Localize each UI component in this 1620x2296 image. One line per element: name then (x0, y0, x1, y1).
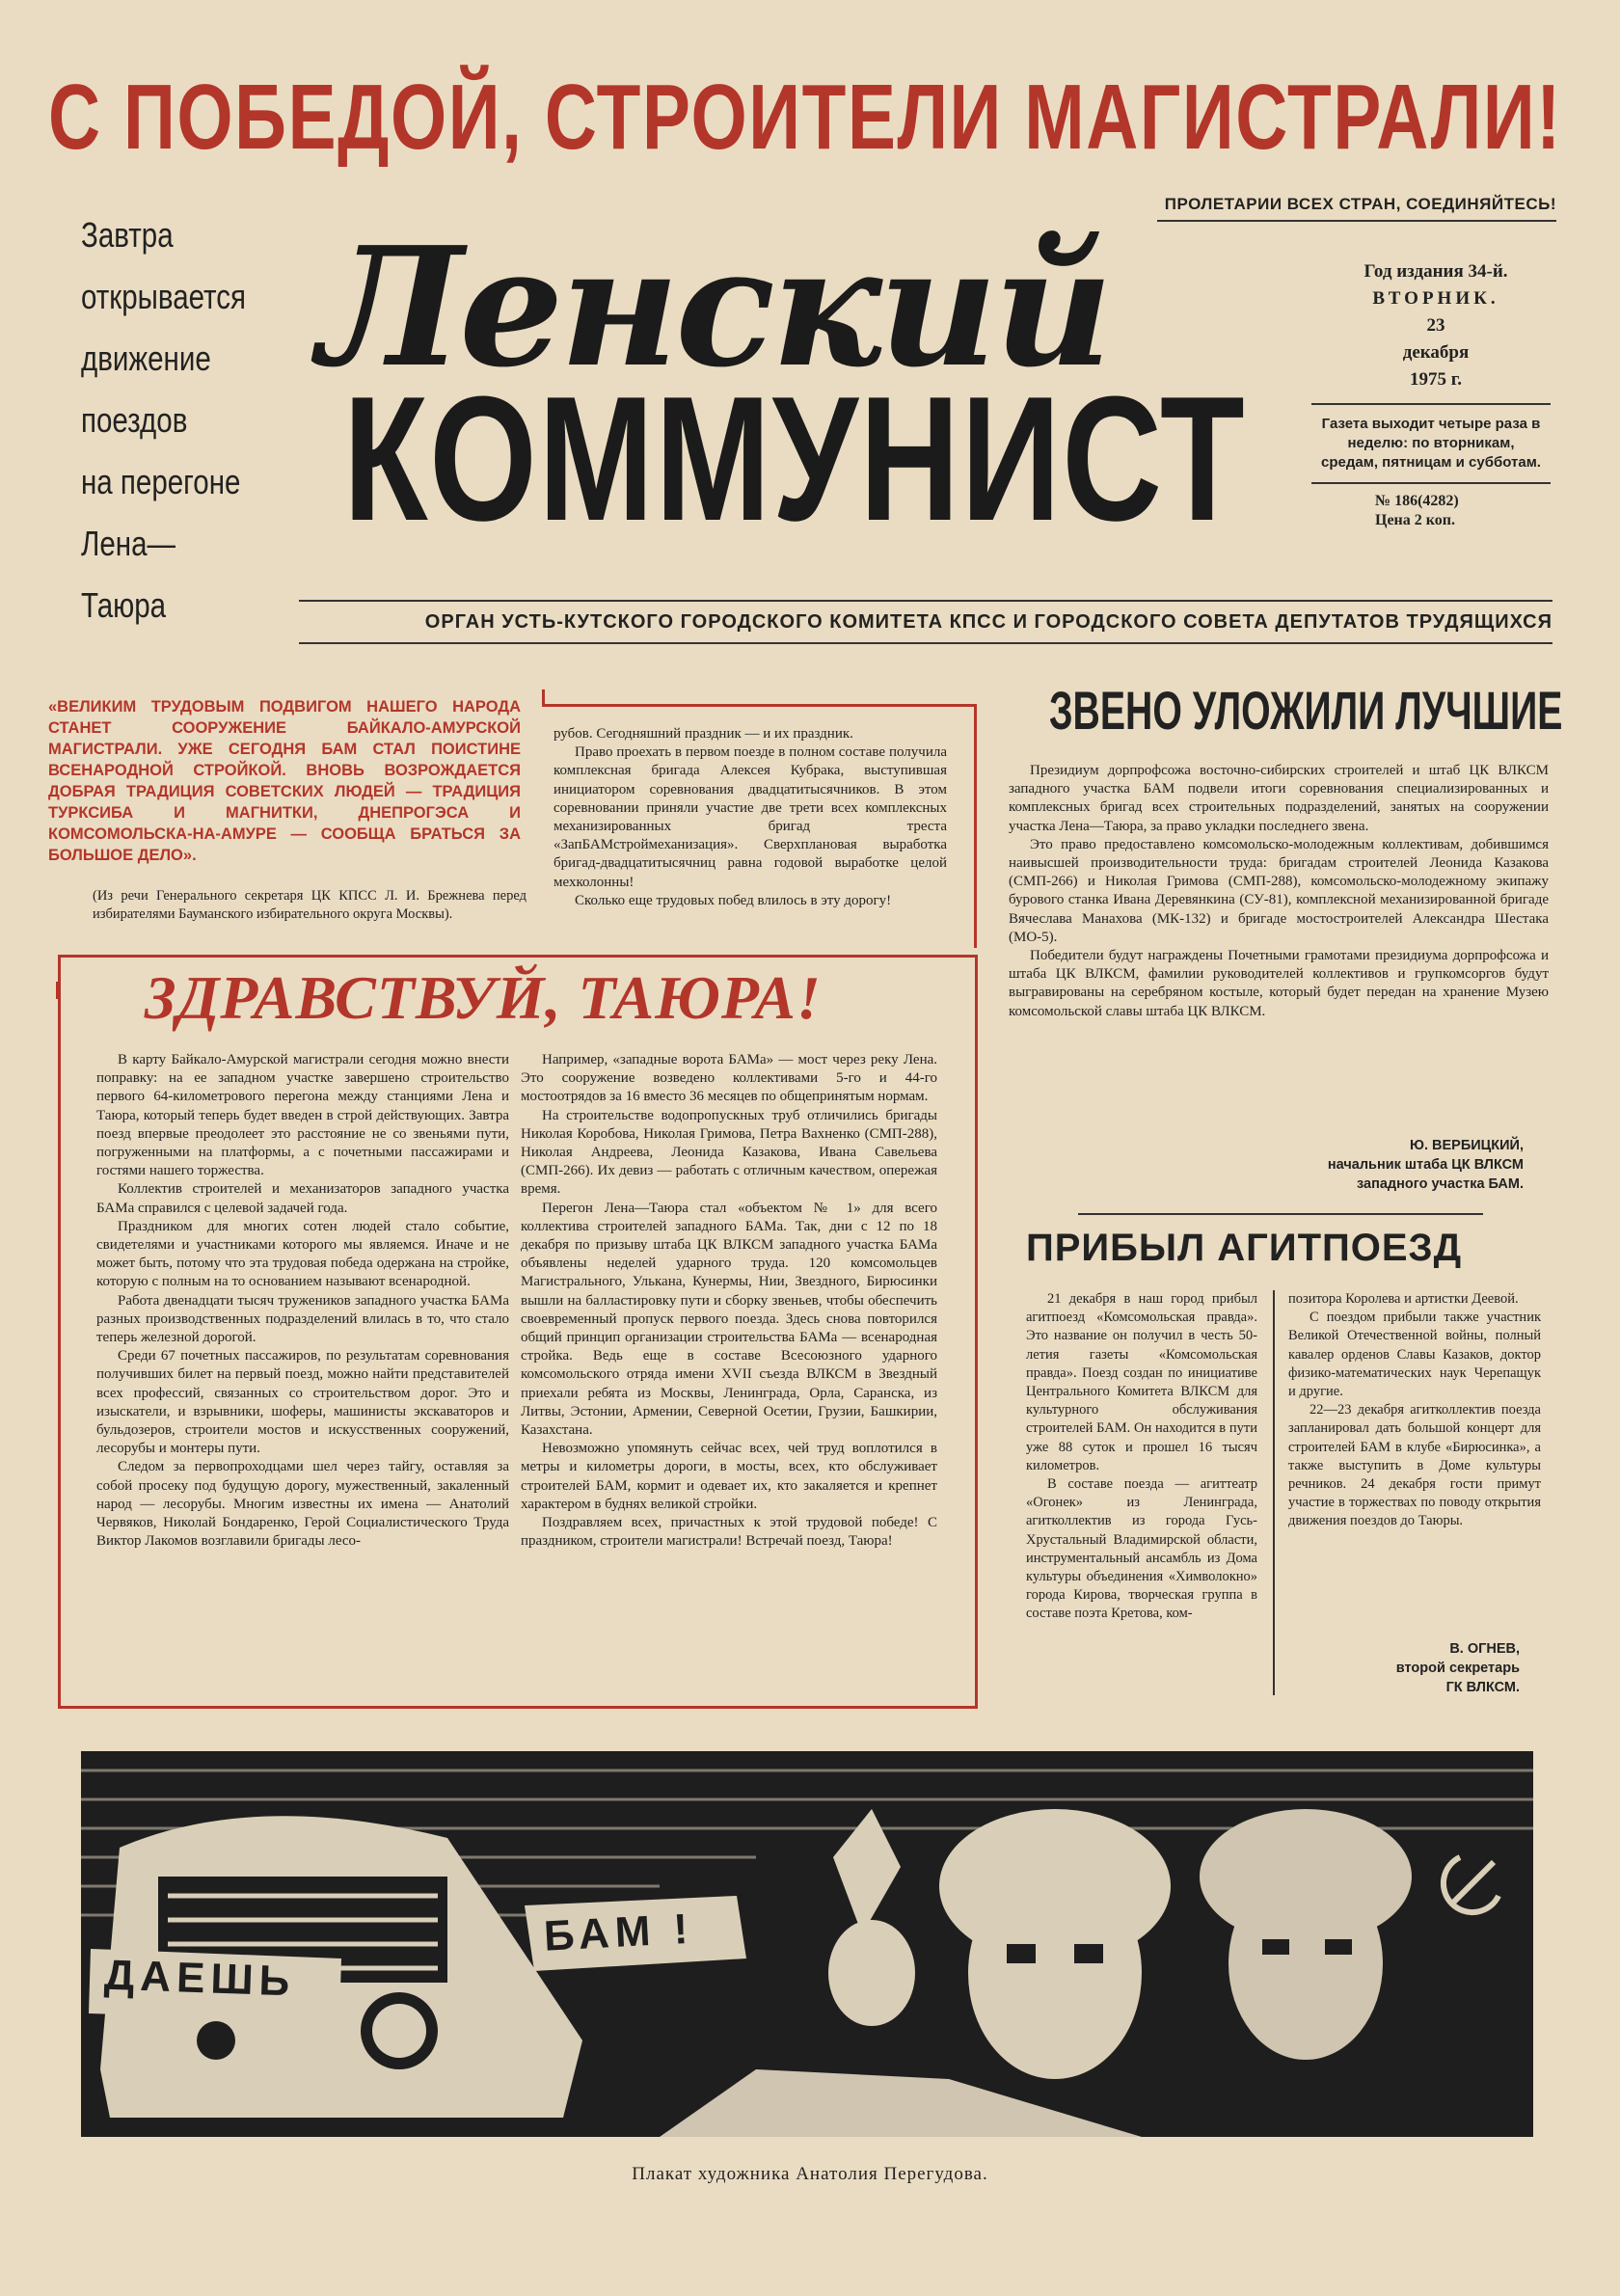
agitpoezd-column-2 (1288, 1290, 1541, 1531)
slogan: ПРОЛЕТАРИИ ВСЕХ СТРАН, СОЕДИНЯЙТЕСЬ! (1164, 195, 1556, 213)
red-frame-pin (56, 982, 59, 999)
paragraph: Например, «западные ворота БАМа» — мост через реку Лена. Это сооружение возведено коллективами 5-го и 44-го мостоотрядов за 16 вместо 36 месяцев по общепринятым нормам. (521, 1052, 937, 1105)
main-column-2 (521, 1051, 937, 1551)
signature-title: ГК ВЛКСМ. (1445, 1680, 1520, 1695)
paragraph: Коллектив строителей и механизаторов западного участка БАМа справился с целевой задачей года. (96, 1181, 509, 1216)
signature-title: западного участка БАМ. (1357, 1176, 1524, 1192)
publication-year: Год издания 34-й. (1364, 261, 1508, 282)
paragraph: Праздником для многих сотен людей стало событие, свидетелями и участниками которого мы являемся. Иначе и не может быть, потому что эта трудовая победа одержана на стройке, которую с полным на то основанием называют всенародной. (96, 1218, 509, 1290)
paragraph: Сколько еще трудовых побед влилось в эту дорогу! (575, 892, 892, 908)
weekday: ВТОРНИК. (1372, 288, 1499, 309)
poster-artwork (81, 1751, 1533, 2137)
paragraph: С поездом прибыли также участник Великой Отечественной войны, полный кавалер орденов Славы Казаков, доктор физико-математических наук Черепащук и другие. (1288, 1310, 1541, 1400)
signature-title: начальник штаба ЦК ВЛКСМ (1327, 1157, 1524, 1173)
poster-sign-daesh: ДАЕШЬ (103, 1951, 297, 2006)
banner-headline: С ПОБЕДОЙ, СТРОИТЕЛИ МАГИСТРАЛИ! (48, 66, 1562, 169)
masthead-script: Ленский (318, 211, 1110, 404)
main-column-1 (96, 1051, 509, 1551)
paragraph: Президиум дорпрофсожа восточно-сибирских строителей и штаб ЦК ВЛКСМ западного участка БАМ подвели итоги соревнования специализированных и комплексных бригад всех строительных подразделений, занятых на сооружении участка Лена—Таюра, за право укладки последнего звена. (1009, 763, 1549, 834)
month: декабря (1402, 342, 1470, 363)
issue-date-block (1311, 241, 1551, 405)
signature-name: В. ОГНЕВ, (1449, 1641, 1520, 1657)
paragraph: На строительстве водопропускных труб отличились бригады Николая Коробова, Николая Гримова, Петра Вахненко (СМП-288), Николая Андреева, Леонида Казакова, Ивана Савельева (СМП-266). Их девиз — работать с отличным качеством, опережая время. (521, 1107, 937, 1198)
lede-text (81, 204, 246, 636)
poster-caption: Плакат художника Анатолия Перегудова. (632, 2164, 988, 2184)
issue-number-block (1311, 484, 1551, 538)
paragraph: Это право предоставлено комсомольско-молодежным коллективам, добившимся наивысшей производительности труда: бригадам строителей Леонида Казакова (СМП-266) и Николая Гримова (СМП-288), комсомольско-молодежному экипажу бурового станка Ивана Деревянкина (СУ-81), комплексной механизированной бригаде Вячеслава Манахова (МК-132) и бригаде мостостроителей Александра Шестака (МО-5). (1009, 836, 1549, 945)
paragraph: Следом за первопроходцами шел через тайгу, оставляя за собой просеку под будущую дорогу, мужественный, закаленный народ — лесорубы. Многим известны их имена — Анатолий Червяков, Николай Бондаренко, Герой Социалистического Труда Виктор Лакомов возглавили бригады лесо- (96, 1459, 509, 1550)
agitpoezd-column-1 (1026, 1290, 1257, 1624)
lede-line: Завтра (81, 215, 174, 255)
price: Цена 2 коп. (1375, 512, 1455, 528)
day: 23 (1426, 315, 1445, 336)
paragraph: Победители будут награждены Почетными грамотами президиума дорпрофсожа и штаба ЦК ВЛКСМ, фамилии руководителей коллективов и групкомсоргов будут выгравированы на серебряном костыле, который будет передан на хранение Музею комсомольской славы штаба ЦК ВЛКСМ. (1009, 948, 1549, 1019)
paragraph: Работа двенадцати тысяч тружеников западного участка БАМа разных производственных подразделений влилась в то, что стало теперь железной дорогой. (96, 1292, 509, 1346)
paragraph: Среди 67 почетных пассажиров, по результатам соревнования получивших билет на первый поезд, можно найти представителей всех профессий, связанных со строительством дорог. Это и изыскатели, и взрывники, шоферы, машинисты экскаваторов и бульдозеров, строители мостов и искусственных сооружений, лесорубы и монтеры пути. (96, 1348, 509, 1457)
column-rule (1273, 1290, 1275, 1695)
masthead-title: КОММУНИСТ (343, 359, 1247, 557)
issue-info-box (1311, 241, 1551, 538)
red-frame-pin (542, 689, 545, 707)
lede-line: движение (81, 338, 211, 378)
signature-name: Ю. ВЕРБИЦКИЙ, (1410, 1138, 1524, 1153)
paragraph: рубов. Сегодняшний праздник — и их праздник. (554, 726, 853, 742)
section-rule (1078, 1213, 1483, 1215)
signature-title: второй секретарь (1395, 1661, 1520, 1676)
slogan-rule (1157, 220, 1556, 222)
paragraph: Невозможно упомянуть сейчас всех, чей труд воплотился в метры и километры дороги, в мосты, всех, кто обслуживает строителей БАМ, кормит и одевает их, кто закаляется и крепнет характером в буднях великой стройки. (521, 1441, 937, 1512)
lede-line: Таюра (81, 585, 167, 625)
zveno-headline: ЗВЕНО УЛОЖИЛИ ЛУЧШИЕ (1049, 680, 1563, 741)
issue-number: № 186(4282) (1375, 493, 1459, 509)
zveno-signature (1157, 1136, 1524, 1194)
lede-line: на перегоне (81, 462, 241, 501)
lede-line: Лена— (81, 524, 176, 563)
paragraph: Право проехать в первом поезде в полном составе получила комплексная бригада Алексея Кубрака, выступившая инициатором соревнования двадцатитысячников. В этом соревновании приняли участие две трети всех комплексных механизированных бригад треста «ЗапБАМстроймеханизация». Сверхплановая выработка бригад-двадцатитысячниц равна годовой выработке целой мехколонны! (554, 744, 947, 890)
paragraph: В карту Байкало-Амурской магистрали сегодня можно внести поправку: на ее западном участке завершено строительство первого 64-километрового перегона между станциями Лена и Таюра, который теперь будет введен в строй действующих. Завтра поезд впервые преодолеет это расстояние не со звеньями пути, погруженными на платформы, а с почетными пассажирами и гостями нашего торжества. (96, 1052, 509, 1179)
organ-rule-bottom (299, 642, 1552, 644)
agitpoezd-headline: ПРИБЫЛ АГИТПОЕЗД (1026, 1227, 1463, 1269)
poster-sign-bam: БАМ ! (542, 1904, 695, 1960)
quote-source: (Из речи Генерального секретаря ЦК КПСС Л. И. Брежнева перед избирателями Бауманского избирательного округа Москвы). (93, 888, 526, 922)
brezhnev-quote: «ВЕЛИКИМ ТРУДОВЫМ ПОДВИГОМ НАШЕГО НАРОДА СТАНЕТ СООРУЖЕНИЕ БАЙКАЛО-АМУРСКОЙ МАГИСТРАЛИ. УЖЕ СЕГОДНЯ БАМ СТАЛ ПОИСТИНЕ ВСЕНАРОДНОЙ СТРОЙКОЙ. ВНОВЬ ВОЗРОЖДАЕТСЯ ДОБРАЯ ТРАДИЦИЯ СОВЕТСКИХ ЛЮДЕЙ — ТРАДИЦИЯ ТУРКСИБА И МАГНИТКИ, ДНЕПРОГЭСА И КОМСОМОЛЬСКА-НА-АМУРЕ — СООБЩА БРАТЬСЯ ЗА БОЛЬШОЕ ДЕЛО». (48, 698, 521, 864)
lede-line: поездов (81, 400, 188, 440)
paragraph: позитора Королева и артистки Деевой. (1288, 1291, 1519, 1307)
main-headline: ЗДРАВСТВУЙ, ТАЮРА! (145, 963, 822, 1032)
agitpoezd-signature (1292, 1639, 1520, 1697)
schedule: Газета выходит четыре раза в неделю: по вторникам, средам, пятницам и субботам. (1311, 405, 1551, 484)
paragraph: 21 декабря в наш город прибыл агитпоезд «Комсомольская правда». Это название он получил в честь 50-летия газеты «Комсомольская правда». Поезд создан по инициативе Центрального Комитета ВЛКСМ для культурного обслуживания строителей БАМ. Он находится в пути уже 88 суток и прошел 16 тысяч километров. (1026, 1291, 1257, 1473)
organ-line: ОРГАН УСТЬ-КУТСКОГО ГОРОДСКОГО КОМИТЕТА КПСС И ГОРОДСКОГО СОВЕТА ДЕПУТАТОВ ТРУДЯЩИХСЯ (424, 611, 1552, 633)
paragraph: Перегон Лена—Таюра стал «объектом № 1» для всего коллектива строителей западного БАМа. Так, дни с 12 по 18 декабря по призыву штаба ЦК ВЛКСМ западного участка БАМа объявлены неделей ударного труда. 120 комсомольцев Магистрального, Улькана, Кунермы, Нии, Звездного, Бирюсинки вышли на балластировку пути и сборку звеньев, чтобы обеспечить своевременный пропуск первого поезда. Здесь снова повторился общий принцип организации строительства БАМа — всенародная стройка. Ведь еще в составе Всесоюзного ударного комсомольского отряда имени XVII съезда ВЛКСМ в Звездный приехали ребята из Москвы, Ленинграда, Орла, Саранска, из Литвы, Эстонии, Армении, Северной Осетии, Грузии, Башкирии, Казахстана. (521, 1200, 937, 1439)
zveno-body (1009, 762, 1549, 1021)
paragraph: Поздравляем всех, причастных к этой трудовой победе! С праздником, строители магистрали! Встречай поезд, Таюра! (521, 1515, 937, 1550)
poster-illustration (81, 1751, 1533, 2137)
date-year: 1975 г. (1410, 369, 1462, 390)
organ-rule-top (299, 600, 1552, 602)
paragraph: В составе поезда — агиттеатр «Огонек» из Ленинграда, агитколлектив из города Гусь-Хрустальный Владимирской области, инструментальный ансамбль из Дома культуры объединения «Химволокно» города Кирова, творческая группа в составе поэта Кретова, ком- (1026, 1476, 1257, 1622)
paragraph: 22—23 декабря агитколлектив поезда запланировал дать большой концерт для строителей БАМ в клубе «Бирюсинка», а также выступить в Доме культуры речников. 24 декабря гости примут участие в торжествах по поводу открытия движения поездов до Таюры. (1288, 1402, 1541, 1529)
lede-line: открывается (81, 277, 246, 316)
frame-top-column (554, 725, 947, 910)
